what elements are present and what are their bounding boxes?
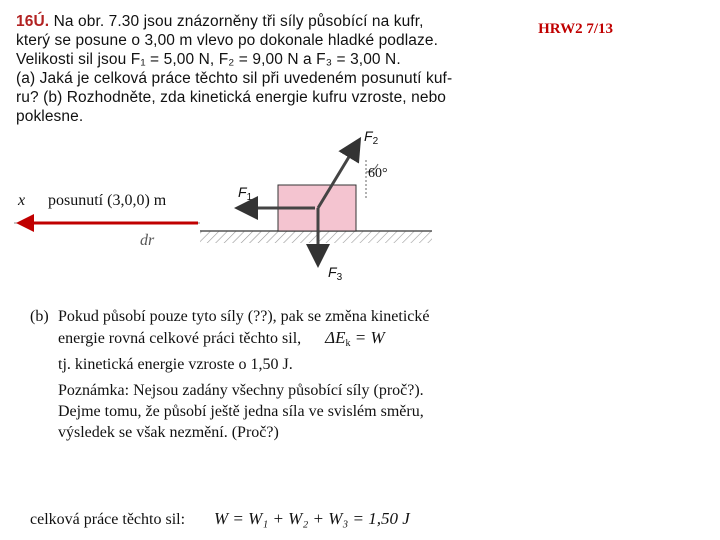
part-b-line-1: Pokud působí pouze tyto síly (??), pak se změna kinetické [58, 308, 430, 325]
f2-letter: F [364, 128, 373, 144]
f1-label [238, 184, 252, 203]
part-b-formula [325, 328, 385, 347]
total-work-formula: W = W₁ + W₂ + W₃ = 1,50 J [214, 509, 410, 528]
equals-w: = W [350, 328, 385, 347]
note-block [58, 380, 424, 443]
problem-text-1: Na obr. 7.30 jsou znázorněny tři síly působící na kufr, [53, 13, 424, 30]
f2-label [364, 128, 378, 147]
angle-label: 60° [368, 166, 388, 181]
problem-line-3: Velikosti sil jsou F₁ = 5,00 N, F₂ = 9,00 N a F₃ = 3,00 N. [16, 51, 401, 68]
f3-label [328, 264, 342, 283]
f3-subscript: 3 [336, 272, 343, 283]
total-work-label: celková práce těchto sil: [30, 511, 186, 528]
part-b-marker: (b) [30, 308, 49, 325]
ek-subscript: k [345, 338, 351, 349]
part-b-text [58, 306, 429, 375]
f1-subscript: 1 [246, 192, 253, 203]
slide-id: HRW2 7/13 [538, 21, 613, 37]
part-b-line-3: tj. kinetická energie vzroste o 1,50 J. [58, 356, 293, 373]
problem-line-4: (a) Jaká je celková práce těchto sil při uvedeném posunutí kuf- [16, 70, 453, 87]
note-line-2: Dejme tomu, že působí ještě jedna síla ve svislém směru, [58, 403, 424, 420]
x-axis-label: x [18, 192, 26, 209]
part-b-line-2-text: energie rovná celkové práci těchto sil, [58, 330, 302, 347]
problem-line-2: který se posune o 3,00 m vlevo po dokonale hladké podlaze. [16, 32, 438, 49]
note-line-1: Poznámka: Nejsou zadány všechny působící síly (proč?). [58, 382, 424, 399]
problem-number: 16Ú. [16, 13, 50, 30]
f1-letter: F [238, 184, 247, 200]
problem-line-5: ru? (b) Rozhodněte, zda kinetická energie kufru vzroste, nebo [16, 89, 447, 106]
delta-ek: ΔE [325, 328, 346, 347]
f3-letter: F [328, 264, 337, 280]
floor [200, 231, 432, 243]
problem-line-6: poklesne. [16, 108, 84, 125]
displacement-label: posunutí (3,0,0) m [48, 192, 167, 209]
note-line-3: výsledek se však nezmění. (Proč?) [58, 424, 279, 441]
f2-subscript: 2 [372, 136, 379, 147]
dr-label: dr [140, 232, 155, 249]
part-b-line-2 [58, 327, 429, 354]
